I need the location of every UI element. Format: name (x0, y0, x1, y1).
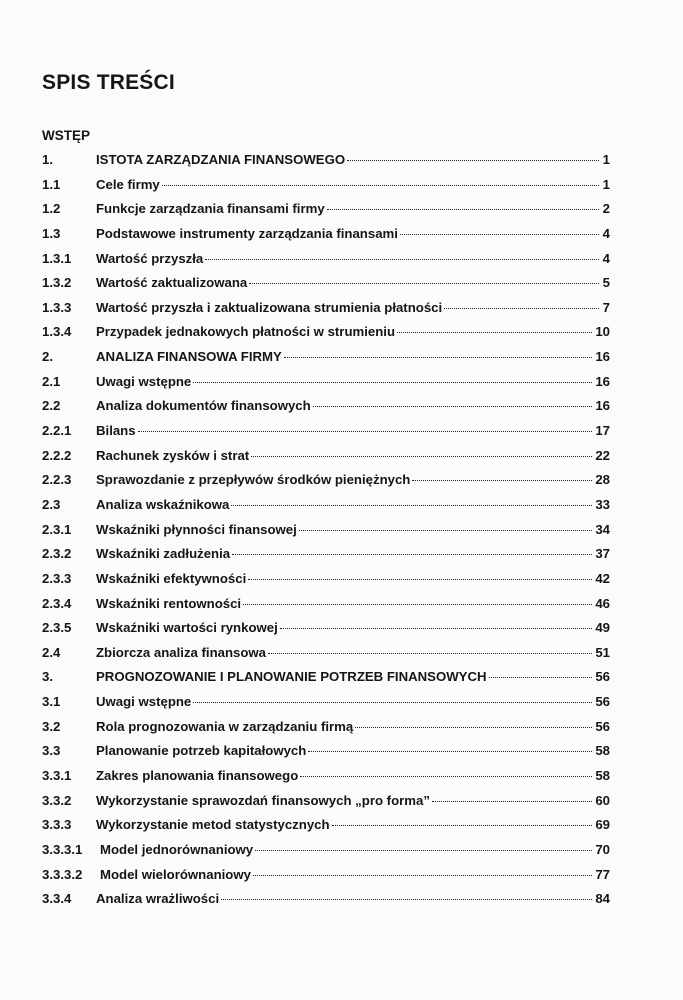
toc-entry-title: Zbiorcza analiza finansowa (96, 644, 267, 660)
dot-leader (444, 308, 599, 309)
toc-entry-page: 60 (595, 792, 610, 808)
dot-leader (253, 875, 592, 876)
toc-entry-page: 46 (595, 595, 610, 611)
toc-entry-title: Uwagi wstępne (96, 373, 192, 389)
toc-entry-title: Rola prognozowania w zarządzaniu firmą (96, 718, 354, 734)
toc-entry-page: 84 (595, 891, 610, 907)
toc-entry (42, 813, 610, 838)
toc-entry-title: Zakres planowania finansowego (96, 768, 299, 784)
toc-entry (42, 542, 610, 567)
toc-entry-title: Wskaźniki rentowności (96, 595, 242, 611)
toc-entry-number: 2. (42, 349, 53, 365)
toc-entry-page: 16 (595, 398, 610, 414)
toc-entry (42, 296, 610, 321)
toc-entry-page: 1 (602, 176, 610, 192)
table-of-contents (42, 148, 610, 912)
dot-leader (205, 259, 599, 260)
toc-entry-page: 16 (595, 373, 610, 389)
dot-leader (300, 776, 592, 777)
toc-entry-page: 51 (595, 644, 610, 660)
toc-entry-title: Rachunek zysków i strat (96, 447, 250, 463)
toc-entry-page: 4 (602, 250, 610, 266)
dot-leader (280, 628, 593, 629)
toc-entry-page: 58 (595, 768, 610, 784)
toc-entry-number: 2.3.2 (42, 546, 72, 562)
toc-entry-number: 1.3.4 (42, 324, 72, 340)
toc-entry (42, 616, 610, 641)
toc-entry-number: 2.3.4 (42, 595, 72, 611)
toc-entry-page: 37 (595, 546, 610, 562)
dot-leader (400, 234, 599, 235)
toc-entry-page: 2 (602, 201, 610, 217)
page-title: SPIS TREŚCI (42, 71, 175, 94)
toc-entry-title: Wskaźniki zadłużenia (96, 546, 231, 562)
toc-entry-number: 3.1 (42, 694, 61, 710)
toc-entry-number: 3.3 (42, 743, 61, 759)
toc-entry-page: 56 (595, 669, 610, 685)
toc-entry (42, 468, 610, 493)
dot-leader (232, 554, 592, 555)
toc-intro-heading: WSTĘP (42, 128, 91, 143)
toc-entry-number: 1.3 (42, 225, 61, 241)
toc-entry-title: Przypadek jednakowych płatności w strumieniu (96, 324, 395, 340)
toc-entry (42, 789, 610, 814)
toc-entry-number: 1.1 (42, 176, 61, 192)
toc-entry (42, 493, 610, 518)
toc-entry-page: 17 (595, 423, 610, 439)
toc-entry-title: Podstawowe instrumenty zarządzania finansami (96, 225, 398, 241)
toc-entry (42, 690, 610, 715)
toc-entry-title: Bilans (96, 423, 136, 439)
toc-entry-title: Model wielorównaniowy (100, 866, 251, 882)
toc-entry (42, 247, 610, 272)
toc-entry-page: 5 (602, 275, 610, 291)
toc-entry-title: Uwagi wstępne (96, 694, 192, 710)
toc-entry-number: 2.3.1 (42, 521, 72, 537)
toc-entry-page: 16 (595, 349, 610, 365)
toc-entry-title: Cele firmy (96, 176, 160, 192)
toc-entry-title: Analiza wskaźnikowa (96, 496, 230, 512)
dot-leader (355, 727, 592, 728)
toc-entry-title: Wykorzystanie sprawozdań finansowych „pro forma” (96, 792, 430, 808)
toc-entry-page: 22 (595, 447, 610, 463)
toc-entry-number: 2.1 (42, 373, 61, 389)
toc-entry-page: 56 (595, 718, 610, 734)
toc-entry-title: ANALIZA FINANSOWA FIRMY (96, 349, 282, 365)
toc-entry-title: Wskaźniki płynności finansowej (96, 521, 297, 537)
toc-entry-number: 2.2.2 (42, 447, 72, 463)
dot-leader (138, 431, 593, 432)
toc-entry (42, 764, 610, 789)
toc-entry-number: 2.2.3 (42, 472, 72, 488)
toc-entry-number: 3.3.4 (42, 891, 72, 907)
dot-leader (284, 357, 593, 358)
dot-leader (313, 406, 593, 407)
dot-leader (162, 185, 599, 186)
toc-entry-number: 1.2 (42, 201, 61, 217)
toc-entry-number: 1.3.2 (42, 275, 72, 291)
toc-entry-page: 10 (595, 324, 610, 340)
toc-entry (42, 394, 610, 419)
dot-leader (255, 850, 592, 851)
dot-leader (397, 332, 592, 333)
toc-entry (42, 419, 610, 444)
dot-leader (249, 283, 599, 284)
toc-entry-number: 2.2.1 (42, 423, 72, 439)
toc-entry-title: PROGNOZOWANIE I PLANOWANIE POTRZEB FINANSOWYCH (96, 669, 487, 685)
toc-entry (42, 838, 610, 863)
toc-entry-page: 33 (595, 496, 610, 512)
toc-entry-page: 1 (602, 152, 610, 167)
toc-entry-title: Planowanie potrzeb kapitałowych (96, 743, 307, 759)
dot-leader (248, 579, 592, 580)
toc-entry-number: 3.3.1 (42, 768, 72, 784)
toc-entry-title: Wskaźniki efektywności (96, 570, 247, 586)
toc-entry-number: 2.3 (42, 496, 61, 512)
toc-entry-title: Analiza wrażliwości (96, 891, 220, 907)
toc-entry-number: 3.3.3 (42, 817, 72, 833)
toc-entry-number: 2.3.5 (42, 620, 72, 636)
toc-entry (42, 345, 610, 370)
toc-entry-page: 69 (595, 817, 610, 833)
toc-entry (42, 863, 610, 888)
toc-entry-title: Wartość zaktualizowana (96, 275, 248, 291)
toc-entry-title: Wartość przyszła i zaktualizowana strumienia płatności (96, 299, 443, 315)
toc-entry-page: 56 (595, 694, 610, 710)
toc-entry-number: 2.2 (42, 398, 61, 414)
dot-leader (489, 677, 593, 678)
dot-leader (299, 530, 593, 531)
toc-entry (42, 887, 610, 912)
toc-entry-page: 42 (595, 570, 610, 586)
dot-leader (231, 505, 592, 506)
dot-leader (268, 653, 592, 654)
toc-entry-number: 1.3.1 (42, 250, 72, 266)
toc-entry (42, 444, 610, 469)
dot-leader (332, 825, 593, 826)
toc-entry (42, 739, 610, 764)
toc-entry-title: Analiza dokumentów finansowych (96, 398, 311, 414)
toc-entry-number: 1.3.3 (42, 299, 72, 315)
dot-leader (193, 702, 592, 703)
dot-leader (221, 899, 592, 900)
toc-entry-number: 1. (42, 152, 53, 167)
dot-leader (412, 480, 592, 481)
toc-entry-number: 3.2 (42, 718, 61, 734)
toc-entry-number: 2.4 (42, 644, 61, 660)
toc-entry (42, 320, 610, 345)
dot-leader (193, 382, 592, 383)
toc-entry-title: ISTOTA ZARZĄDZANIA FINANSOWEGO (96, 152, 346, 167)
toc-entry (42, 665, 610, 690)
dot-leader (347, 160, 599, 161)
dot-leader (243, 604, 592, 605)
toc-entry (42, 370, 610, 395)
toc-entry (42, 271, 610, 296)
dot-leader (308, 751, 592, 752)
dot-leader (432, 801, 592, 802)
toc-entry (42, 197, 610, 222)
toc-entry-page: 70 (595, 841, 610, 857)
dot-leader (251, 456, 592, 457)
toc-entry-number: 3.3.3.2 (42, 866, 83, 882)
dot-leader (327, 209, 599, 210)
toc-entry-title: Funkcje zarządzania finansami firmy (96, 201, 325, 217)
toc-entry (42, 567, 610, 592)
toc-entry (42, 641, 610, 666)
toc-entry-page: 77 (595, 866, 610, 882)
toc-entry-number: 3.3.2 (42, 792, 72, 808)
toc-entry-number: 2.3.3 (42, 570, 72, 586)
toc-entry-number: 3.3.3.1 (42, 841, 83, 857)
toc-entry-page: 58 (595, 743, 610, 759)
toc-entry (42, 592, 610, 617)
toc-entry-page: 4 (602, 225, 610, 241)
toc-entry (42, 715, 610, 740)
toc-entry-page: 34 (595, 521, 610, 537)
toc-entry-title: Wykorzystanie metod statystycznych (96, 817, 330, 833)
toc-entry-title: Model jednorównaniowy (100, 841, 254, 857)
toc-entry-number: 3. (42, 669, 53, 685)
toc-entry (42, 148, 610, 173)
toc-entry (42, 518, 610, 543)
toc-entry (42, 173, 610, 198)
toc-entry-page: 28 (595, 472, 610, 488)
toc-entry-page: 7 (602, 299, 610, 315)
toc-entry-title: Wartość przyszła (96, 250, 204, 266)
toc-entry-title: Wskaźniki wartości rynkowej (96, 620, 278, 636)
toc-entry-title: Sprawozdanie z przepływów środków pieniężnych (96, 472, 411, 488)
toc-entry-page: 49 (595, 620, 610, 636)
toc-entry (42, 222, 610, 247)
